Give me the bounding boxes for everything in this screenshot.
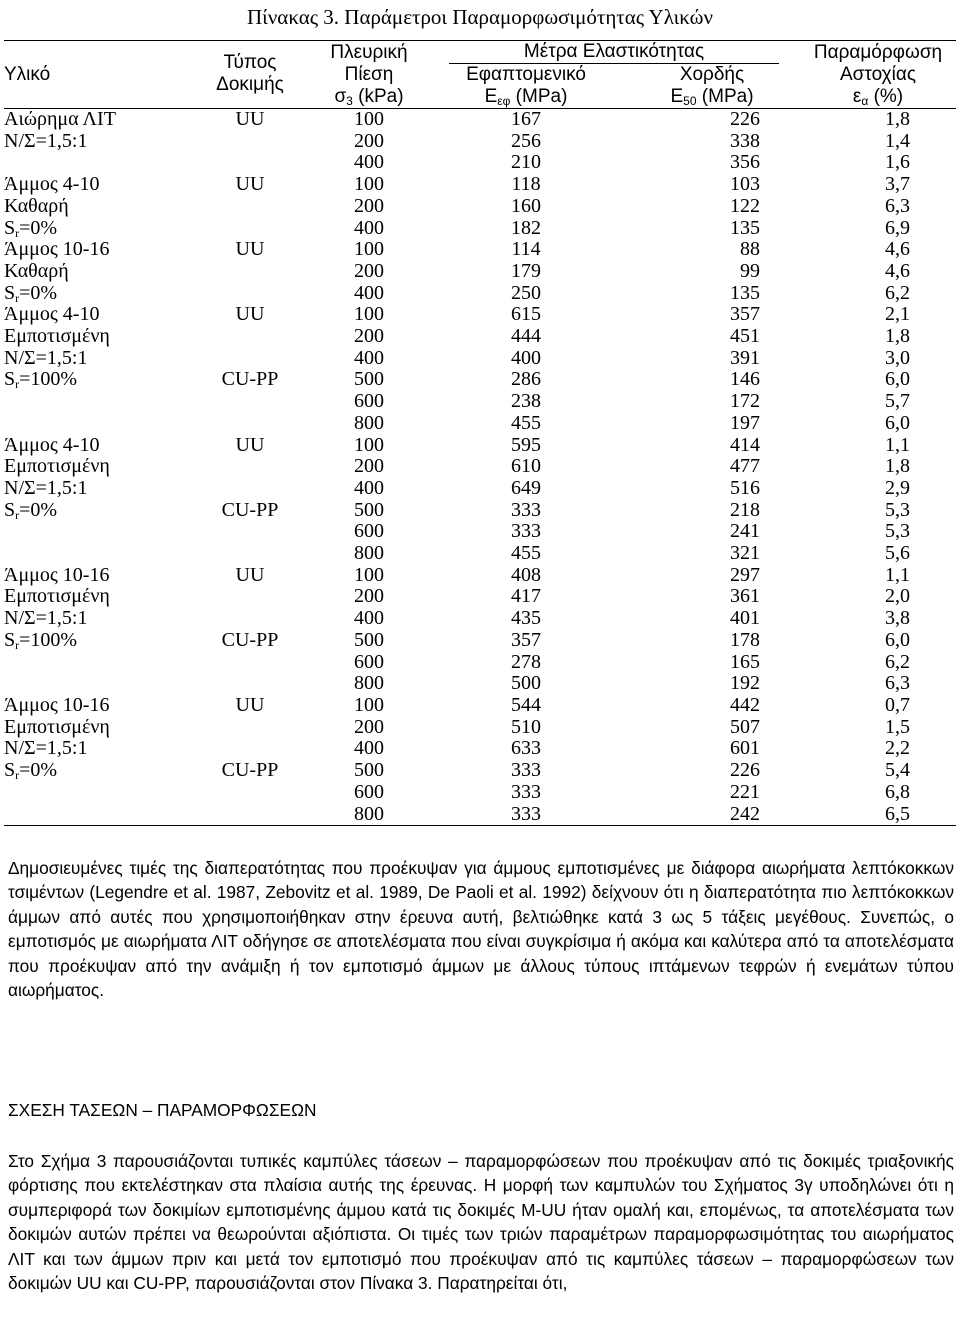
cell-test-type: [190, 652, 310, 674]
cell-failure-strain: 6,0: [885, 628, 910, 651]
cell-tangent-modulus: 595: [511, 433, 541, 456]
header-chord-symbol: $E_{50}$ (MPa): [670, 86, 754, 108]
cell-failure-strain: 5,3: [885, 498, 910, 521]
cell-chord-modulus: 226: [730, 108, 760, 130]
table-row: [4, 717, 956, 739]
cell-tangent-modulus: 333: [428, 804, 624, 826]
cell-material: Άμμος 4-10: [4, 173, 100, 196]
cell-test-type: UU: [235, 108, 265, 130]
cell-test-type: [190, 586, 310, 608]
cell-test-type: UU: [235, 303, 265, 326]
cell-tangent-modulus: 333: [511, 520, 541, 543]
header-pressure-line2: Πίεση: [344, 64, 394, 85]
cell-chord-modulus: 88: [740, 238, 760, 261]
cell-test-type: UU: [235, 693, 265, 716]
cell-test-type: [190, 131, 310, 153]
table-row: [4, 478, 956, 500]
table-row: [4, 239, 956, 261]
cell-pressure: 100: [354, 693, 384, 716]
cell-chord-modulus: 414: [730, 433, 760, 456]
cell-material: Ν/Σ=1,5:1: [4, 129, 88, 152]
cell-material: $S_r=0\%$: [4, 498, 58, 522]
cell-test-type: [190, 261, 310, 283]
cell-test-type: UU: [235, 173, 265, 196]
cell-pressure: 600: [354, 520, 384, 543]
header-modulus-group: [428, 41, 800, 65]
cell-tangent-modulus: 256: [511, 129, 541, 152]
cell-failure-strain: 6,0: [885, 411, 910, 434]
cell-test-type: CU-PP: [221, 759, 279, 782]
cell-pressure: 200: [354, 259, 384, 282]
cell-chord-modulus: 477: [730, 455, 760, 478]
table-row: [4, 152, 956, 174]
table-row: [4, 586, 956, 608]
cell-chord-modulus: 99: [740, 259, 760, 282]
cell-test-type: CU-PP: [221, 498, 279, 521]
cell-pressure: 100: [354, 303, 384, 326]
cell-material: [4, 543, 190, 565]
table-row: [4, 608, 956, 630]
cell-pressure: 600: [354, 390, 384, 413]
cell-tangent-modulus: 417: [511, 585, 541, 608]
cell-chord-modulus: 221: [730, 780, 760, 803]
cell-chord-modulus: 122: [730, 194, 760, 217]
cell-pressure: 100: [354, 563, 384, 586]
cell-material: Άμμος 10-16: [4, 563, 110, 586]
cell-failure-strain: 5,3: [885, 520, 910, 543]
cell-chord-modulus: 601: [730, 737, 760, 760]
cell-failure-strain: 3,7: [885, 173, 910, 196]
cell-tangent-modulus: 118: [511, 173, 541, 196]
table-row: [4, 413, 956, 435]
cell-chord-modulus: 451: [730, 325, 760, 348]
cell-pressure: 200: [354, 129, 384, 152]
cell-material: $S_r=100\%$: [4, 368, 78, 392]
cell-test-type: [190, 218, 310, 240]
cell-test-type: [190, 543, 310, 565]
table-row: [4, 630, 956, 652]
table-row: [4, 304, 956, 326]
table-body: [4, 109, 956, 826]
table-row: [4, 283, 956, 305]
cell-tangent-modulus: 179: [511, 259, 541, 282]
cell-test-type: CU-PP: [221, 368, 279, 391]
header-strain-line2: Αστοχίας: [839, 64, 917, 85]
cell-test-type: [190, 413, 310, 435]
cell-failure-strain: 3,8: [885, 607, 910, 630]
cell-material: [4, 673, 190, 695]
table-header: [4, 41, 956, 109]
cell-material: [4, 804, 190, 826]
cell-pressure: 800: [310, 804, 428, 826]
cell-pressure: 100: [354, 433, 384, 456]
cell-tangent-modulus: 286: [511, 368, 541, 391]
cell-chord-modulus: 357: [730, 303, 760, 326]
cell-test-type: [190, 152, 310, 174]
cell-test-type: [190, 738, 310, 760]
cell-chord-modulus: 197: [730, 411, 760, 434]
cell-chord-modulus: 165: [730, 650, 760, 673]
cell-material: Αιώρημα ΛΙΤ: [4, 108, 116, 130]
cell-test-type: [190, 456, 310, 478]
cell-test-type: [190, 391, 310, 413]
cell-failure-strain: 6,3: [885, 194, 910, 217]
cell-material: Εμποτισμένη: [4, 455, 110, 478]
cell-test-type: UU: [235, 238, 265, 261]
cell-test-type: CU-PP: [221, 628, 279, 651]
cell-tangent-modulus: 238: [511, 390, 541, 413]
cell-tangent-modulus: 649: [511, 476, 541, 499]
cell-failure-strain: 1,6: [885, 151, 910, 174]
header-test-type: [190, 41, 310, 109]
cell-failure-strain: 0,7: [885, 693, 910, 716]
cell-pressure: 500: [354, 628, 384, 651]
cell-tangent-modulus: 444: [511, 325, 541, 348]
cell-pressure: 400: [354, 216, 384, 239]
cell-chord-modulus: 172: [730, 390, 760, 413]
cell-material: [4, 413, 190, 435]
header-strain-line1: Παραμόρφωση: [813, 41, 943, 63]
cell-pressure: 200: [354, 585, 384, 608]
cell-failure-strain: 6,9: [885, 216, 910, 239]
cell-pressure: 600: [354, 650, 384, 673]
header-test-type-line2: Δοκιμής: [216, 74, 284, 95]
cell-material: Ν/Σ=1,5:1: [4, 476, 88, 499]
cell-chord-modulus: 226: [730, 759, 760, 782]
cell-chord-modulus: 242: [624, 804, 800, 826]
cell-material: Άμμος 10-16: [4, 238, 110, 261]
cell-tangent-modulus: 210: [511, 151, 541, 174]
cell-material: Καθαρή: [4, 259, 69, 282]
cell-material: Ν/Σ=1,5:1: [4, 607, 88, 630]
cell-pressure: 400: [354, 151, 384, 174]
table-row: [4, 218, 956, 240]
parameters-table: [4, 40, 956, 826]
cell-failure-strain: 2,1: [885, 303, 910, 326]
cell-pressure: 400: [354, 737, 384, 760]
cell-chord-modulus: 146: [730, 368, 760, 391]
cell-failure-strain: 5,4: [885, 759, 910, 782]
table-row: [4, 326, 956, 348]
cell-material: [4, 521, 190, 543]
header-material: Υλικό: [4, 63, 51, 85]
cell-material: [4, 391, 190, 413]
table-row: [4, 348, 956, 370]
cell-material: Άμμος 10-16: [4, 693, 110, 716]
table-row: [4, 391, 956, 413]
header-pressure-line1: Πλευρική: [330, 41, 408, 63]
cell-material: Εμποτισμένη: [4, 325, 110, 348]
cell-material: Ν/Σ=1,5:1: [4, 346, 88, 369]
cell-chord-modulus: 241: [730, 520, 760, 543]
cell-failure-strain: 6,5: [800, 804, 956, 826]
table-row: [4, 521, 956, 543]
cell-pressure: 100: [354, 108, 384, 130]
table-row: [4, 738, 956, 760]
cell-chord-modulus: 103: [730, 173, 760, 196]
cell-pressure: 800: [354, 542, 384, 565]
cell-failure-strain: 4,6: [885, 238, 910, 261]
cell-material: Ν/Σ=1,5:1: [4, 737, 88, 760]
cell-chord-modulus: 507: [730, 715, 760, 738]
cell-chord-modulus: 135: [730, 216, 760, 239]
table-row: [4, 760, 956, 782]
header-chord: Χορδής: [679, 64, 745, 85]
cell-failure-strain: 6,8: [885, 780, 910, 803]
cell-chord-modulus: 401: [730, 607, 760, 630]
cell-tangent-modulus: 435: [511, 607, 541, 630]
header-test-type-line1: Τύπος: [223, 52, 277, 73]
cell-tangent-modulus: 114: [511, 238, 541, 261]
cell-pressure: 500: [354, 368, 384, 391]
cell-test-type: UU: [235, 563, 265, 586]
cell-chord-modulus: 391: [730, 346, 760, 369]
cell-tangent-modulus: 400: [511, 346, 541, 369]
cell-pressure: 400: [354, 476, 384, 499]
cell-failure-strain: 1,1: [885, 433, 910, 456]
cell-test-type: [190, 326, 310, 348]
paragraph-1-text: Δημοσιευμένες τιμές της διαπερατότητας που προέκυψαν για άμμους εμποτισμένες με διάφορα αιωρήματα λεπτόκοκκων τσιμέντων (Legendre et al. 1987, Zebovitz et al. 1989, De Paoli et al. 1992) δείχνουν ότι η διαπερατότητα πιο λεπτόκοκκων άμμων από αυτές που χρησιμοποιήθηκαν στην έρευνα αυτή, βελτιώθηκε κατά 3 ως 5 τάξεις μεγέθους. Συνεπώς, ο εμποτισμός με αιωρήματα ΛΙΤ οδήγησε σε αποτελέσματα που είναι συγκρίσιμα ή ακόμα και καλύτερα από τα αποτελέσματα που προέκυψαν από την ανάμιξη ή τον εμποτισμό άμμων με άλλους τύπους ιπτάμενων τεφρών ή ενεμάτων τύπου αιωρήματος.: [8, 858, 954, 1001]
cell-tangent-modulus: 333: [511, 498, 541, 521]
cell-chord-modulus: 297: [730, 563, 760, 586]
cell-chord-modulus: 516: [730, 476, 760, 499]
cell-failure-strain: 2,9: [885, 476, 910, 499]
table-row: [4, 804, 956, 826]
cell-failure-strain: 1,5: [885, 715, 910, 738]
cell-pressure: 100: [354, 238, 384, 261]
table-row: [4, 456, 956, 478]
cell-tangent-modulus: 510: [511, 715, 541, 738]
paragraph-permeability: [8, 856, 954, 1002]
cell-tangent-modulus: 610: [511, 455, 541, 478]
cell-tangent-modulus: 333: [511, 780, 541, 803]
cell-failure-strain: 6,2: [885, 650, 910, 673]
header-pressure-symbol: $\sigma_3$ (kPa): [334, 86, 404, 108]
table-row: [4, 565, 956, 587]
cell-tangent-modulus: 278: [511, 650, 541, 673]
paragraph-stress-strain: [8, 1149, 954, 1295]
cell-pressure: 500: [354, 498, 384, 521]
cell-tangent-modulus: 182: [511, 216, 541, 239]
cell-failure-strain: 5,7: [885, 390, 910, 413]
cell-failure-strain: 2,2: [885, 737, 910, 760]
cell-pressure: 500: [354, 759, 384, 782]
cell-failure-strain: 5,6: [885, 542, 910, 565]
cell-failure-strain: 6,0: [885, 368, 910, 391]
cell-chord-modulus: 218: [730, 498, 760, 521]
cell-material: Άμμος 4-10: [4, 303, 100, 326]
cell-test-type: [190, 782, 310, 804]
table-row: [4, 435, 956, 457]
cell-test-type: [190, 348, 310, 370]
table-row: [4, 261, 956, 283]
cell-chord-modulus: 321: [730, 542, 760, 565]
cell-tangent-modulus: 160: [511, 194, 541, 217]
cell-material: $S_r=0\%$: [4, 759, 58, 783]
cell-test-type: [190, 608, 310, 630]
table-row: [4, 131, 956, 153]
cell-chord-modulus: 356: [730, 151, 760, 174]
table-row: [4, 500, 956, 522]
cell-failure-strain: 3,0: [885, 346, 910, 369]
paragraph-2-text: Στο Σχήμα 3 παρουσιάζονται τυπικές καμπύλες τάσεων – παραμορφώσεων που προέκυψαν από τις δοκιμές τριαξονικής φόρτισης που εκτελέστηκαν στα πλαίσια αυτής της έρευνας. Η μορφή των καμπυλών του Σχήματος 3γ υποδηλώνει ότι η συμπεριφορά των δοκιμίων εμποτισμένης άμμου κατά τις δοκιμές M-UU ήταν ομαλή και, επομένως, τα αποτελέσματα των δοκιμών αυτών πρέπει να θεωρούνται αξιόπιστα. Οι τιμές των τριών παραμέτρων παραμορφωσιμότητας του αιωρήματος ΛΙΤ και των άμμων πριν και μετά τον εμποτισμό που προέκυψαν από τις καμπύλες τάσεων – παραμορφώσεων των δοκιμών UU και CU-PP, παρουσιάζονται στον Πίνακα 3. Παρατηρείται ότι,: [8, 1151, 954, 1294]
cell-test-type: [190, 804, 310, 826]
cell-chord-modulus: 338: [730, 129, 760, 152]
cell-tangent-modulus: 357: [511, 628, 541, 651]
cell-failure-strain: 1,8: [885, 108, 910, 130]
cell-pressure: 200: [354, 194, 384, 217]
cell-tangent-modulus: 615: [511, 303, 541, 326]
table-row: [4, 196, 956, 218]
cell-tangent-modulus: 167: [511, 108, 541, 130]
cell-material: Εμποτισμένη: [4, 585, 110, 608]
cell-failure-strain: 6,2: [885, 281, 910, 304]
header-strain-symbol: $\varepsilon_\alpha$ (%): [852, 86, 904, 108]
cell-test-type: [190, 717, 310, 739]
cell-failure-strain: 1,8: [885, 325, 910, 348]
cell-material: Εμποτισμένη: [4, 715, 110, 738]
table-caption: Πίνακας 3. Παράμετροι Παραμορφωσιμότητας Υλικών: [247, 5, 713, 29]
cell-failure-strain: 4,6: [885, 259, 910, 282]
cell-chord-modulus: 135: [730, 281, 760, 304]
cell-pressure: 800: [354, 411, 384, 434]
cell-failure-strain: 6,3: [885, 672, 910, 695]
cell-test-type: UU: [235, 433, 265, 456]
table-row: [4, 174, 956, 196]
cell-tangent-modulus: 544: [511, 693, 541, 716]
cell-pressure: 200: [354, 325, 384, 348]
cell-test-type: [190, 521, 310, 543]
cell-pressure: 600: [354, 780, 384, 803]
cell-pressure: 200: [354, 455, 384, 478]
table-row: [4, 369, 956, 391]
cell-pressure: 800: [354, 672, 384, 695]
table-row: [4, 652, 956, 674]
cell-tangent-modulus: 633: [511, 737, 541, 760]
cell-tangent-modulus: 408: [511, 563, 541, 586]
cell-material: $S_r=0\%$: [4, 281, 58, 305]
cell-pressure: 400: [354, 607, 384, 630]
table-row: [4, 695, 956, 717]
header-tangent: Εφαπτομενικό: [466, 64, 586, 85]
cell-tangent-modulus: 500: [511, 672, 541, 695]
table-row: [4, 543, 956, 565]
cell-material: [4, 652, 190, 674]
table-row: [4, 673, 956, 695]
cell-failure-strain: 1,8: [885, 455, 910, 478]
table-row: [4, 109, 956, 131]
cell-pressure: 400: [354, 281, 384, 304]
cell-tangent-modulus: 250: [511, 281, 541, 304]
cell-tangent-modulus: 455: [511, 411, 541, 434]
cell-failure-strain: 1,1: [885, 563, 910, 586]
cell-chord-modulus: 192: [730, 672, 760, 695]
cell-chord-modulus: 442: [730, 693, 760, 716]
cell-test-type: [190, 478, 310, 500]
table-row: [4, 782, 956, 804]
cell-material: Άμμος 4-10: [4, 433, 100, 456]
cell-tangent-modulus: 333: [511, 759, 541, 782]
cell-failure-strain: 2,0: [885, 585, 910, 608]
cell-pressure: 100: [354, 173, 384, 196]
cell-test-type: [190, 673, 310, 695]
cell-material: $S_r=100\%$: [4, 628, 78, 652]
cell-test-type: [190, 196, 310, 218]
cell-failure-strain: 1,4: [885, 129, 910, 152]
cell-tangent-modulus: 455: [511, 542, 541, 565]
cell-material: [4, 152, 190, 174]
cell-material: Καθαρή: [4, 194, 69, 217]
header-modulus-group-label: Μέτρα Ελαστικότητας: [449, 41, 779, 64]
cell-test-type: [190, 283, 310, 305]
cell-material: [4, 782, 190, 804]
section-heading: ΣΧΕΣΗ ΤΑΣΕΩΝ – ΠΑΡΑΜΟΡΦΩΣΕΩΝ: [8, 1100, 317, 1120]
cell-material: $S_r=0\%$: [4, 216, 58, 240]
cell-chord-modulus: 178: [730, 628, 760, 651]
cell-pressure: 400: [354, 346, 384, 369]
header-tangent-symbol: $E_{\varepsilon\varphi}$ (MPa): [484, 86, 568, 108]
cell-chord-modulus: 361: [730, 585, 760, 608]
cell-pressure: 200: [354, 715, 384, 738]
